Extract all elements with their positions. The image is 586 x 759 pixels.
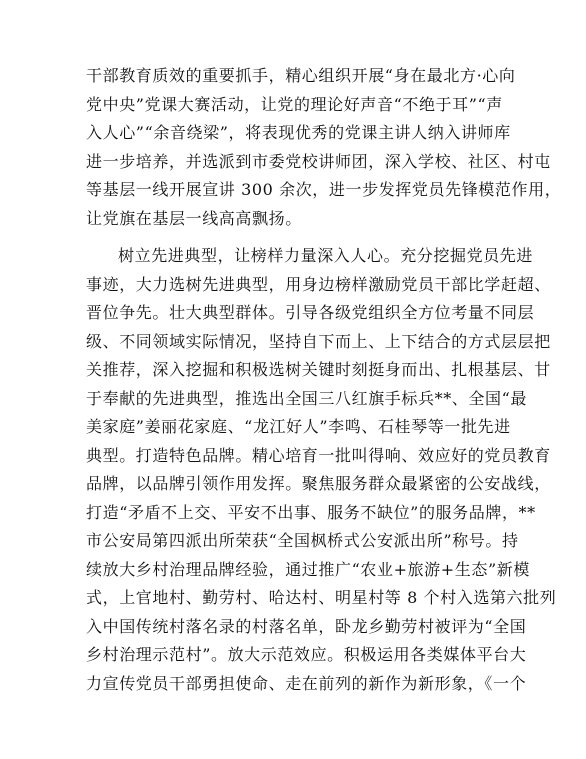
body-text <box>86 62 562 698</box>
paragraph-1 <box>86 62 562 233</box>
text-line: 品牌，以品牌引领作用发挥。聚焦服务群众最紧密的公安战线， <box>86 474 551 493</box>
text-line: 等基层一线开展宣讲 300 余次，进一步发挥党员先锋模范作用， <box>86 180 562 199</box>
text-line: 晋位争先。壮大典型群体。引导各级党组织全方位考量不同层 <box>86 303 535 322</box>
text-line: 事迹，大力选树先进典型，用身边榜样激励党员干部比学赶超、 <box>86 274 551 294</box>
text-line: 典型。打造特色品牌。精心培育一批叫得响、效应好的党员教育 <box>86 445 551 465</box>
text-line: 力宣传党员干部勇担使命、走在前列的新作为新形象，《一个 <box>86 673 527 693</box>
paragraph-gap <box>86 233 500 242</box>
text-line: 关推荐，深入挖掘和积极选树关键时刻挺身而出、扎根基层、甘 <box>86 360 551 379</box>
text-line: 打造“矛盾不上交、平安不出事、服务不缺位”的服务品牌，** <box>86 502 536 522</box>
text-line: 于奉献的先进典型，推选出全国三八红旗手标兵**、全国“最 <box>86 388 527 408</box>
text-line: 市公安局第四派出所荣获“全国枫桥式公安派出所”称号。持 <box>86 531 519 550</box>
text-line: 党中央”党课大赛活动，让党的理论好声音“不绝于耳”“声 <box>86 94 503 114</box>
text-line: 树立先进典型，让榜样力量深入人心。充分挖掘党员先进 <box>118 246 534 265</box>
text-line: 续放大乡村治理品牌经验，通过推广“农业+旅游+生态”新模 <box>86 559 530 579</box>
text-line: 进一步培养，并选派到市委党校讲师团，深入学校、社区、村屯 <box>86 151 551 171</box>
text-line: 级、不同领域实际情况，坚持自下而上、上下结合的方式层层把 <box>86 331 551 351</box>
text-line: 让党旗在基层一线高高飘扬。 <box>86 208 302 228</box>
text-line: 干部教育质效的重要抓手，精心组织开展“身在最北方·心向 <box>86 66 516 85</box>
paragraph-2 <box>86 242 557 698</box>
text-line: 入中国传统村落名录的村落名单，卧龙乡勤劳村被评为“全国 <box>86 616 527 636</box>
text-line: 入人心”“余音绕梁”，将表现优秀的党课主讲人纳入讲师库 <box>86 123 511 142</box>
text-line: 美家庭”姜丽花家庭、“龙江好人”李鸣、石桂琴等一批先进 <box>86 417 511 436</box>
text-line: 乡村治理示范村”。放大示范效应。积极运用各类媒体平台大 <box>86 645 527 664</box>
text-line: 式，上官地村、勤劳村、哈达村、明星村等 8 个村入选第六批列 <box>86 588 557 607</box>
